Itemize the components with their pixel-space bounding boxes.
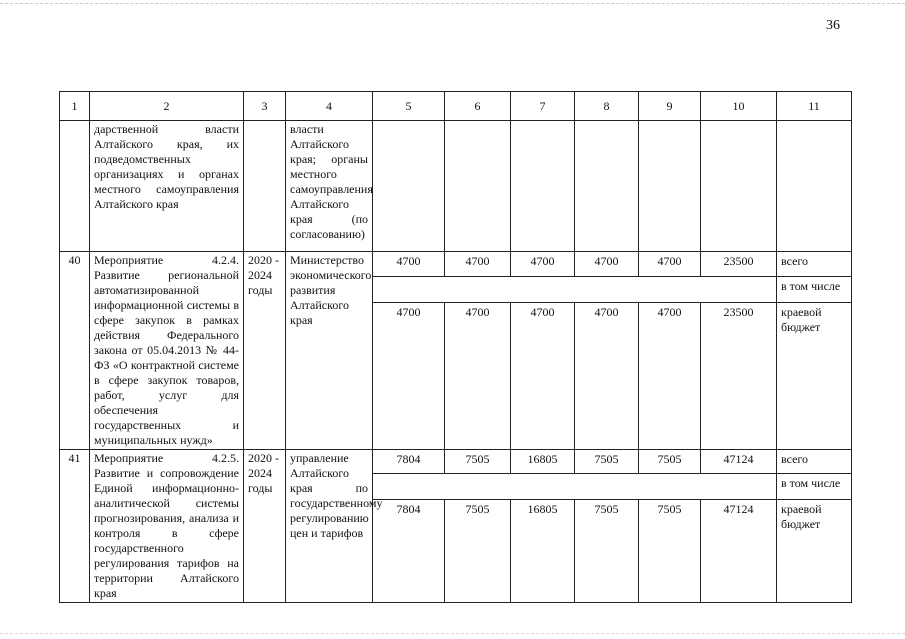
continuation-executor-cell: власти Алтайского края; органы местного самоуправления Алтайского края (по согласованию) <box>286 121 373 252</box>
value-cell: 23500 <box>701 303 777 450</box>
budget-table <box>59 91 852 603</box>
measure-name: Мероприятие 4.2.5. Развитие и сопровождение Единой информационно-аналитической системы прогнозирования, анализа и контроля в сфере государственного регулирования тарифов на территории Алтайского края <box>90 450 244 603</box>
header-cell: 11 <box>777 92 852 121</box>
value-cell: 4700 <box>511 252 575 277</box>
funding-label: в том числе <box>777 276 852 303</box>
scan-bottom-edge <box>0 633 905 634</box>
years-cell: 2020 - 2024 годы <box>244 252 286 450</box>
table-row <box>60 450 852 474</box>
value-cell: 47124 <box>701 499 777 602</box>
value-cell: 23500 <box>701 252 777 277</box>
continuation-name-cell: дарственной власти Алтайского края, их подведомственных организациях и органах местного самоуправления Алтайского края <box>90 121 244 252</box>
value-cell: 4700 <box>445 303 511 450</box>
continuation-row <box>60 121 852 252</box>
header-cell: 7 <box>511 92 575 121</box>
value-cell: 16805 <box>511 450 575 474</box>
header-cell: 9 <box>639 92 701 121</box>
value-cell: 16805 <box>511 499 575 602</box>
table-row <box>60 252 852 277</box>
value-cell: 4700 <box>373 303 445 450</box>
page-number: 36 <box>826 18 840 33</box>
value-cell: 4700 <box>445 252 511 277</box>
funding-label: всего <box>777 450 852 474</box>
value-cell: 4700 <box>575 303 639 450</box>
funding-label: в том числе <box>777 473 852 499</box>
value-cell: 4700 <box>511 303 575 450</box>
header-cell: 5 <box>373 92 445 121</box>
years-cell: 2020 - 2024 годы <box>244 450 286 603</box>
value-cell: 7505 <box>639 450 701 474</box>
value-cell: 7505 <box>639 499 701 602</box>
header-cell: 1 <box>60 92 90 121</box>
funding-label: всего <box>777 252 852 277</box>
funding-label: краевой бюджет <box>777 499 852 602</box>
header-row <box>60 92 852 121</box>
measure-name: Мероприятие 4.2.4. Развитие региональной автоматизированной информационной системы в сфере закупок в рамках действия Федерального закона от 05.04.2013 № 44-ФЗ «О контрактной системе в сфере закупок товаров, работ, услуг для обеспечения государственных и муниципальных нужд» <box>90 252 244 450</box>
value-cell: 7505 <box>445 499 511 602</box>
header-cell: 3 <box>244 92 286 121</box>
executor-cell: управление Алтайского края по государственному регулированию цен и тарифов <box>286 450 373 603</box>
value-cell: 4700 <box>575 252 639 277</box>
value-cell: 7505 <box>575 450 639 474</box>
header-cell: 6 <box>445 92 511 121</box>
row-number: 40 <box>60 252 90 450</box>
value-cell: 4700 <box>373 252 445 277</box>
value-cell: 7505 <box>445 450 511 474</box>
funding-label: краевой бюджет <box>777 303 852 450</box>
header-cell: 10 <box>701 92 777 121</box>
header-cell: 4 <box>286 92 373 121</box>
value-cell: 7804 <box>373 450 445 474</box>
row-number: 41 <box>60 450 90 603</box>
value-cell: 47124 <box>701 450 777 474</box>
header-cell: 2 <box>90 92 244 121</box>
value-cell: 4700 <box>639 252 701 277</box>
value-cell: 7505 <box>575 499 639 602</box>
value-cell: 7804 <box>373 499 445 602</box>
scan-top-edge <box>0 3 905 4</box>
executor-cell: Министерство экономического развития Алтайского края <box>286 252 373 450</box>
header-cell: 8 <box>575 92 639 121</box>
value-cell: 4700 <box>639 303 701 450</box>
